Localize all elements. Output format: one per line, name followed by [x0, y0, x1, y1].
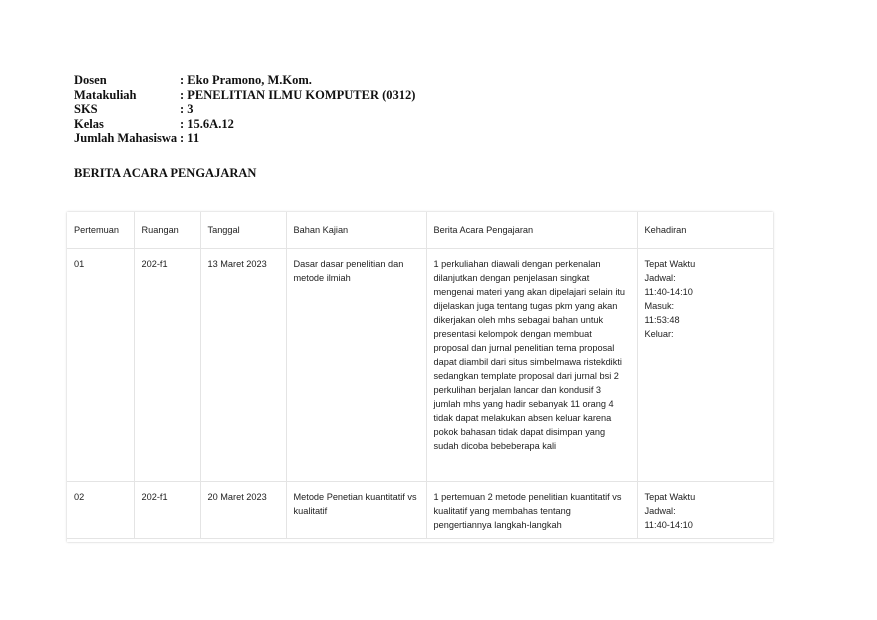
cell-kehadiran	[637, 249, 773, 482]
dosen-label: Dosen	[74, 73, 107, 87]
cell-tanggal: 13 Maret 2023	[200, 249, 286, 482]
kehadiran-keluar-label: Keluar:	[644, 329, 674, 339]
attendance-table-container	[67, 212, 773, 542]
table-row	[67, 249, 773, 482]
cell-kehadiran	[637, 482, 773, 539]
kehadiran-jadwal-value: 11:40-14:10	[644, 520, 693, 530]
cell-berita-acara: 1 pertemuan 2 metode penelitian kuantitatif vs kualitatif yang membahas tentang pengertiannya langkah-langkah	[426, 482, 637, 539]
kelas-label: Kelas	[74, 116, 104, 131]
kehadiran-status: Tepat Waktu	[644, 492, 696, 502]
cell-bahan-kajian: Dasar dasar penelitian dan metode ilmiah	[286, 249, 426, 482]
kehadiran-masuk-label: Masuk:	[644, 301, 675, 311]
kehadiran-jadwal-label: Jadwal:	[644, 506, 676, 516]
jumlah-value: : 11	[180, 131, 200, 146]
table-header-row	[67, 212, 773, 249]
matakuliah-value: : PENELITIAN ILMU KOMPUTER (0312)	[180, 87, 416, 102]
dosen-value: : Eko Pramono, M.Kom.	[180, 73, 312, 87]
kehadiran-masuk-value: 11:53:48	[644, 315, 680, 325]
header-tanggal: Tanggal	[200, 212, 286, 249]
cell-ruangan: 202-f1	[134, 249, 200, 482]
info-row-sks	[74, 102, 415, 117]
cell-pertemuan: 02	[67, 482, 134, 539]
header-ruangan: Ruangan	[134, 212, 200, 249]
cell-tanggal: 20 Maret 2023	[200, 482, 286, 539]
kelas-value: : 15.6A.12	[180, 116, 234, 131]
info-row-jumlah	[74, 131, 415, 146]
course-info	[74, 73, 415, 146]
cell-pertemuan: 01	[67, 249, 134, 482]
jumlah-label: Jumlah Mahasiswa	[74, 131, 178, 146]
info-row-kelas	[74, 117, 415, 132]
info-row-matakuliah	[74, 88, 415, 103]
kehadiran-status: Tepat Waktu	[644, 259, 696, 269]
sks-value: : 3	[180, 102, 194, 117]
info-row-dosen	[74, 73, 415, 88]
matakuliah-label: Matakuliah	[74, 87, 137, 102]
table-row	[67, 482, 773, 539]
sks-label: SKS	[74, 102, 98, 117]
header-berita-acara: Berita Acara Pengajaran	[426, 212, 637, 249]
cell-bahan-kajian: Metode Penetian kuantitatif vs kualitatif	[286, 482, 426, 539]
cell-ruangan: 202-f1	[134, 482, 200, 539]
kehadiran-jadwal-value: 11:40-14:10	[644, 287, 693, 297]
page-title: BERITA ACARA PENGAJARAN	[74, 166, 257, 180]
kehadiran-jadwal-label: Jadwal:	[644, 273, 676, 283]
attendance-table	[67, 212, 773, 539]
header-kehadiran: Kehadiran	[637, 212, 773, 249]
cell-berita-acara: 1 perkuliahan diawali dengan perkenalan dilanjutkan dengan penjelasan singkat mengenai materi yang akan dipelajari selain itu dijelaskan juga tentang tugas pkm yang akan dikerjakan oleh mhs sebagai bahan untuk presentasi kelompok dengan membuat proposal dan jurnal penelitian tema proposal dapat diambil dari situs simbelmawa ristekdikti sedangkan template proposal dari jurnal bsi 2 perkulihan berjalan lancar dan kondusif 3 jumlah mhs yang hadir sebanyak 11 orang 4 tidak dapat melakukan absen keluar karena pokok bahasan tidak dapat disimpan yang sudah dicoba bebeberapa kali	[426, 249, 637, 482]
header-bahan-kajian: Bahan Kajian	[286, 212, 426, 249]
header-pertemuan: Pertemuan	[67, 212, 134, 249]
